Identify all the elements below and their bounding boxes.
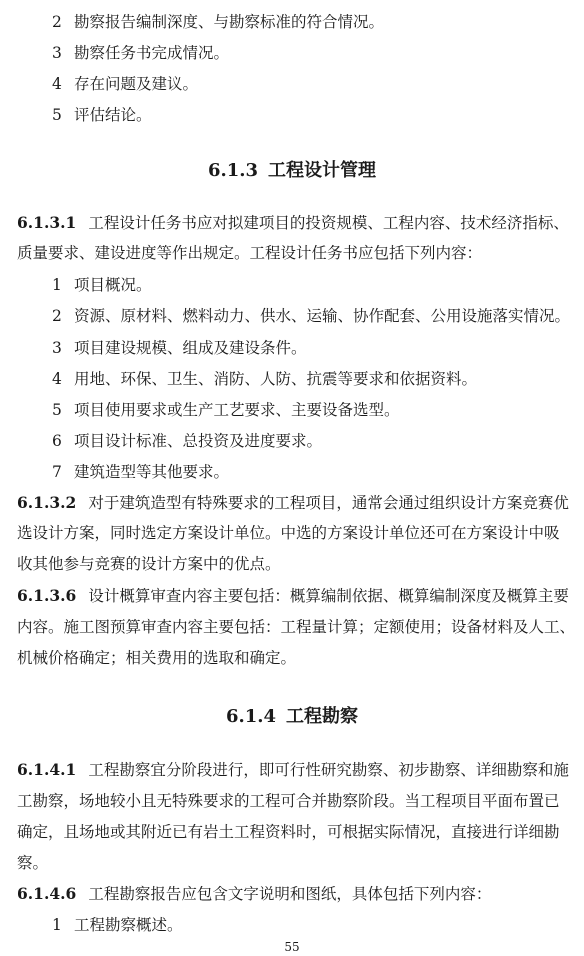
paragraph-line: 察。: [17, 854, 49, 872]
section-heading: 6.1.3 工程设计管理: [207, 160, 377, 181]
list-item: 5 项目使用要求或生产工艺要求、主要设备选型。: [52, 401, 400, 419]
paragraph-line: 工勘察，场地较小且无特殊要求的工程可合并勘察阶段。当工程项目平面布置已: [17, 792, 560, 810]
clause-paragraph: 6.1.4.6 工程勘察报告应包含文字说明和图纸，具体包括下列内容：: [17, 884, 492, 903]
clause-paragraph: 6.1.3.2 对于建筑造型有特殊要求的工程项目，通常会通过组织设计方案竞赛优: [17, 493, 569, 512]
list-item: 4 存在问题及建议。: [52, 75, 199, 93]
paragraph-line: 质量要求、建设进度等作出规定。工程设计任务书应包括下列内容：: [17, 244, 483, 262]
section-heading: 6.1.4 工程勘察: [225, 706, 359, 727]
paragraph-line: 确定，且场地或其附近已有岩土工程资料时，可根据实际情况，直接进行详细勘: [17, 823, 560, 841]
list-item: 1 工程勘察概述。: [52, 916, 183, 934]
list-item: 7 建筑造型等其他要求。: [52, 463, 230, 481]
clause-paragraph: 6.1.3.6 设计概算审查内容主要包括：概算编制依据、概算编制深度及概算主要: [17, 586, 569, 605]
list-item: 3 项目建设规模、组成及建设条件。: [52, 339, 307, 357]
paragraph-line: 内容。施工图预算审查内容主要包括：工程量计算；定额使用；设备材料及人工、: [17, 618, 576, 636]
list-item: 5 评估结论。: [52, 106, 152, 124]
list-item: 6 项目设计标准、总投资及进度要求。: [52, 432, 323, 450]
list-item: 3 勘察任务书完成情况。: [52, 44, 230, 62]
paragraph-line: 机械价格确定；相关费用的选取和确定。: [17, 649, 297, 667]
list-item: 4 用地、环保、卫生、消防、人防、抗震等要求和依据资料。: [52, 370, 478, 388]
list-item: 2 勘察报告编制深度、与勘察标准的符合情况。: [52, 13, 385, 31]
clause-paragraph: 6.1.3.1 工程设计任务书应对拟建项目的投资规模、工程内容、技术经济指标、: [17, 213, 569, 232]
clause-paragraph: 6.1.4.1 工程勘察宜分阶段进行，即可行性研究勘察、初步勘察、详细勘察和施: [17, 760, 569, 779]
paragraph-line: 收其他参与竞赛的设计方案中的优点。: [17, 555, 281, 573]
paragraph-line: 选设计方案，同时选定方案设计单位。中选的方案设计单位还可在方案设计中吸: [17, 524, 560, 542]
list-item: 2 资源、原材料、燃料动力、供水、运输、协作配套、公用设施落实情况。: [52, 307, 571, 325]
list-item: 1 项目概况。: [52, 276, 152, 294]
page-number: 55: [284, 940, 300, 954]
